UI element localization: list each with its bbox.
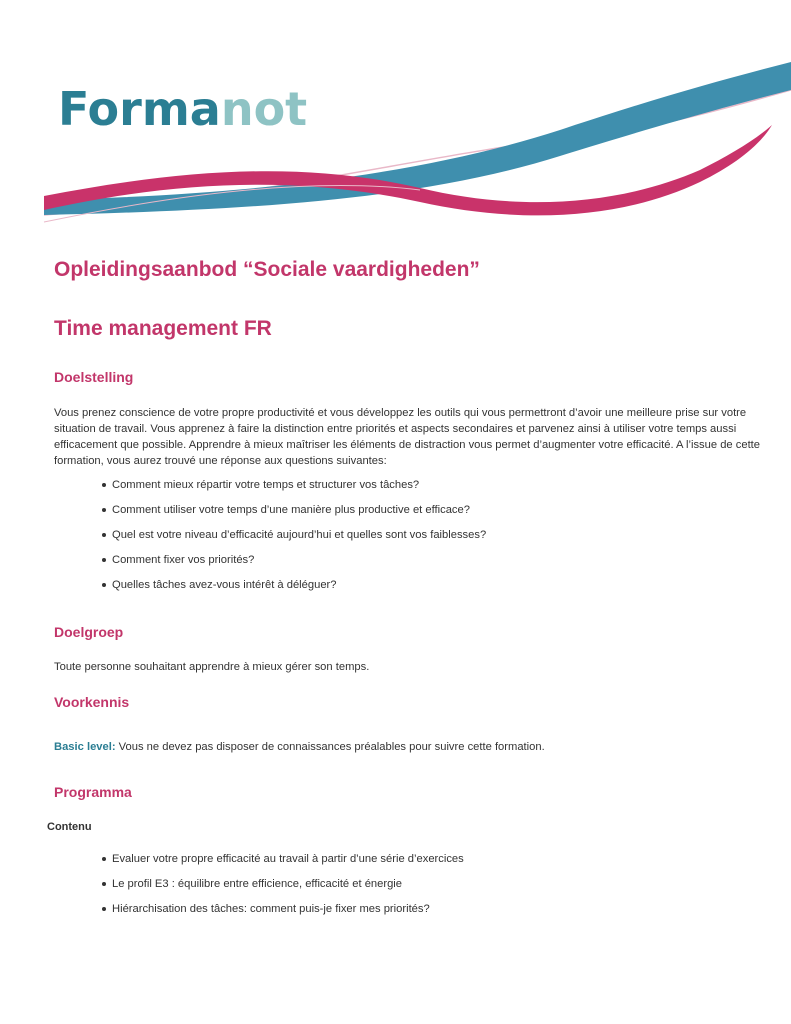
list-item: Comment mieux répartir votre temps et structurer vos tâches?: [112, 477, 486, 502]
formanot-logo: [58, 82, 308, 136]
list-item: Quel est votre niveau d’efficacité aujourd’hui et quelles sont vos faiblesses?: [112, 527, 486, 552]
section-heading-doelstelling: Doelstelling: [54, 369, 134, 385]
programma-subheading: Contenu: [47, 821, 92, 833]
doelstelling-text: Vous prenez conscience de votre propre productivité et vous développez les outils qui vous permettront d’avoir une meilleure prise sur votre situation de travail. Vous apprenez à faire la distinction entre priorités et aspects secondaires et parvenez ainsi à utiliser votre temps aussi efficacement que possible. Apprendre à mieux maîtriser les éléments de distraction vous permet d’augmenter votre efficacité. A l’issue de cette formation, vous aurez trouvé une réponse aux questions suivantes:: [54, 407, 761, 467]
header-banner: [0, 0, 791, 240]
section-heading-voorkennis: Voorkennis: [54, 694, 130, 710]
list-item: Evaluer votre propre efficacité au travail à partir d’une série d’exercices: [112, 851, 464, 876]
course-title: Time management FR: [54, 317, 272, 340]
doelgroep-text: Toute personne souhaitant apprendre à mieux gérer son temps.: [54, 661, 370, 673]
doelstelling-list: [112, 477, 486, 602]
list-item: Quelles tâches avez-vous intérêt à déléguer?: [112, 577, 486, 602]
page-title: Opleidingsaanbod “Sociale vaardigheden”: [54, 258, 480, 281]
list-item: Comment utiliser votre temps d’une manière plus productive et efficace?: [112, 502, 486, 527]
section-heading-programma: Programma: [54, 784, 132, 800]
list-item: Comment fixer vos priorités?: [112, 552, 486, 577]
level-label: Basic level:: [54, 741, 116, 753]
voorkennis-description: Vous ne devez pas disposer de connaissances préalables pour suivre cette formation.: [115, 741, 545, 753]
logo-text-primary: Forma: [58, 82, 221, 136]
section-heading-doelgroep: Doelgroep: [54, 624, 124, 640]
list-item: Hiérarchisation des tâches: comment puis-je fixer mes priorités?: [112, 901, 464, 926]
list-item: Le profil E3 : équilibre entre efficience, efficacité et énergie: [112, 876, 464, 901]
programma-list: [112, 851, 464, 926]
logo-text-secondary: not: [220, 82, 308, 136]
voorkennis-text: [54, 739, 776, 755]
